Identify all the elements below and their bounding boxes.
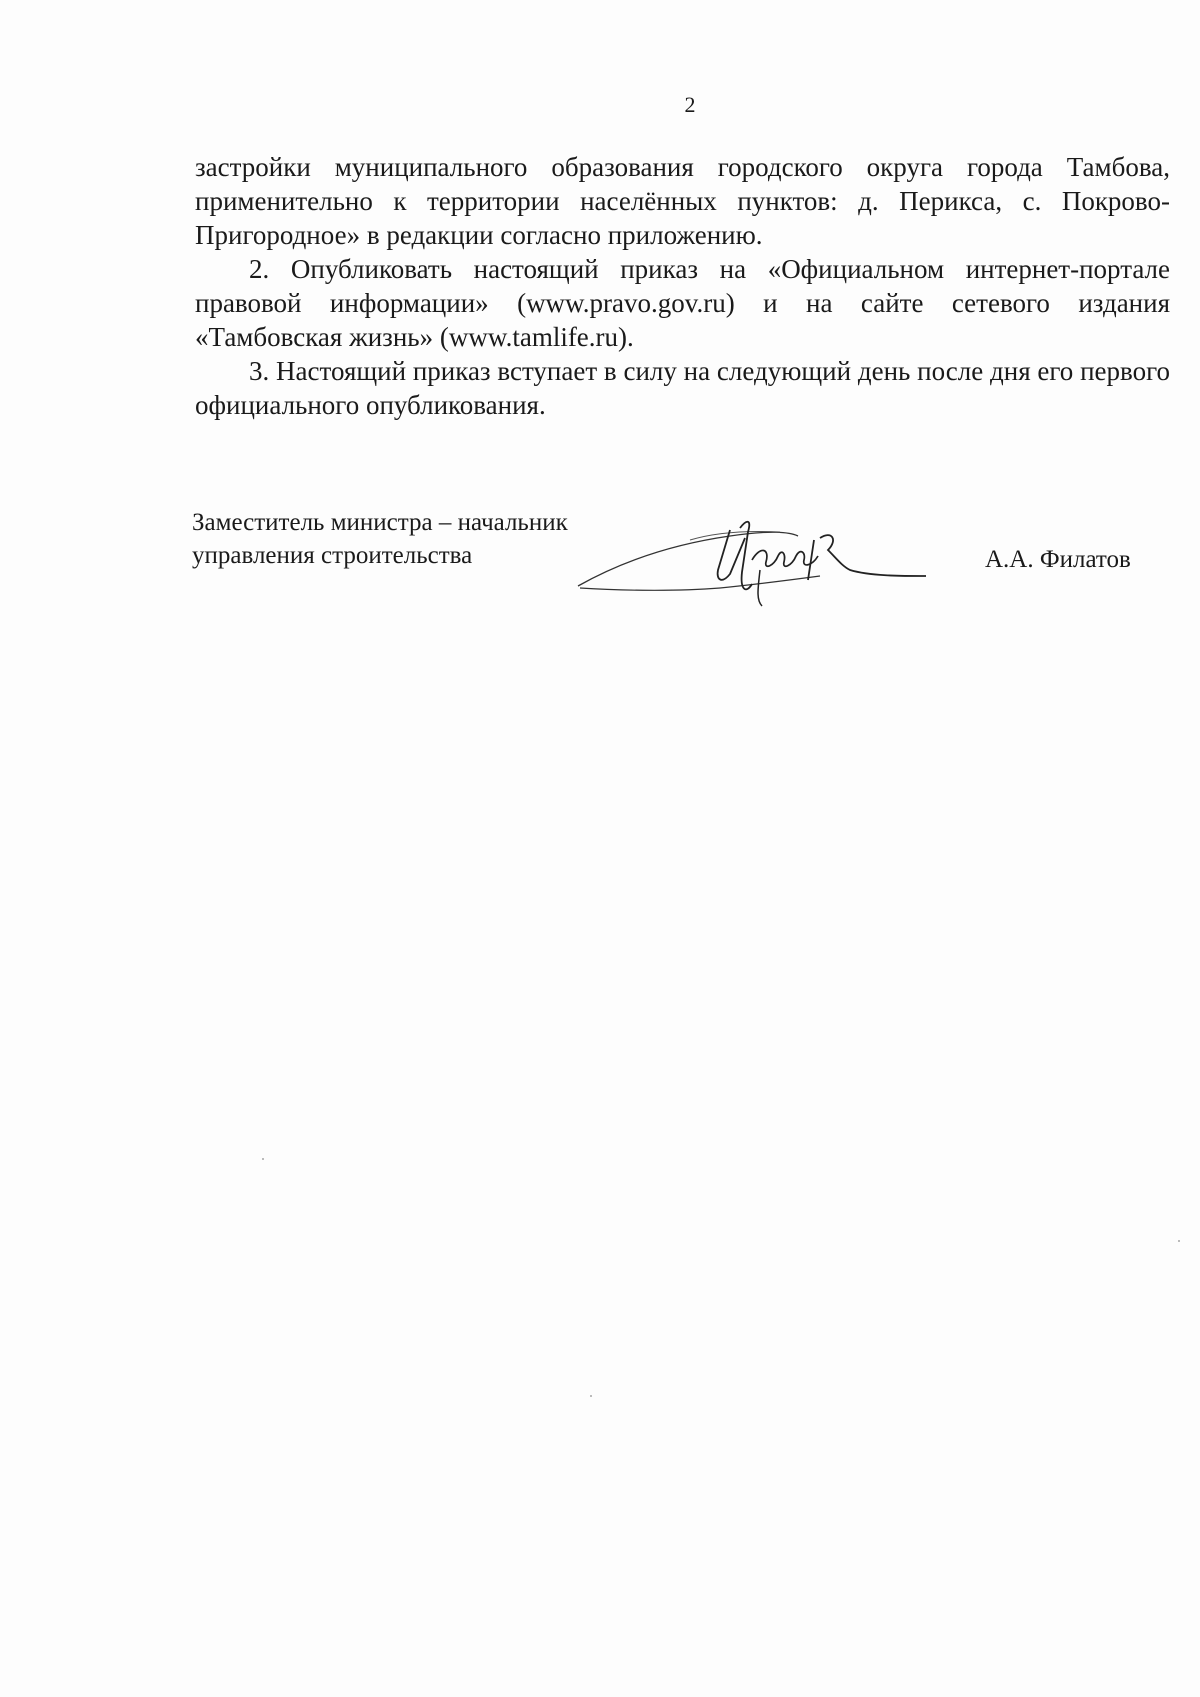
handwritten-signature <box>570 510 930 610</box>
scan-speck <box>262 1158 264 1160</box>
document-body <box>195 150 1170 422</box>
scan-speck <box>1178 1240 1180 1242</box>
signatory-position <box>192 506 568 572</box>
signer-name: А.А. Филатов <box>985 546 1131 573</box>
paragraph-continuation: застройки муниципального образования городского округа города Тамбова, применительно к территории населённых пунктов: д. Перикса, с. Покрово-Пригородное» в редакции согласно приложению. <box>195 152 1170 250</box>
page-number: 2 <box>684 92 696 117</box>
paragraph-effective-date: 3. Настоящий приказ вступает в силу на следующий день после дня его первого официального опубликования. <box>195 356 1170 420</box>
paragraph-publish: 2. Опубликовать настоящий приказ на «Официальном интернет-портале правовой информации» (www.pravo.gov.ru) и на сайте сетевого издания «Тамбовская жизнь» (www.tamlife.ru). <box>195 254 1170 352</box>
position-line-2: управления строительства <box>192 542 473 569</box>
position-line-1: Заместитель министра – начальник <box>192 509 568 536</box>
scan-speck <box>590 1395 592 1397</box>
